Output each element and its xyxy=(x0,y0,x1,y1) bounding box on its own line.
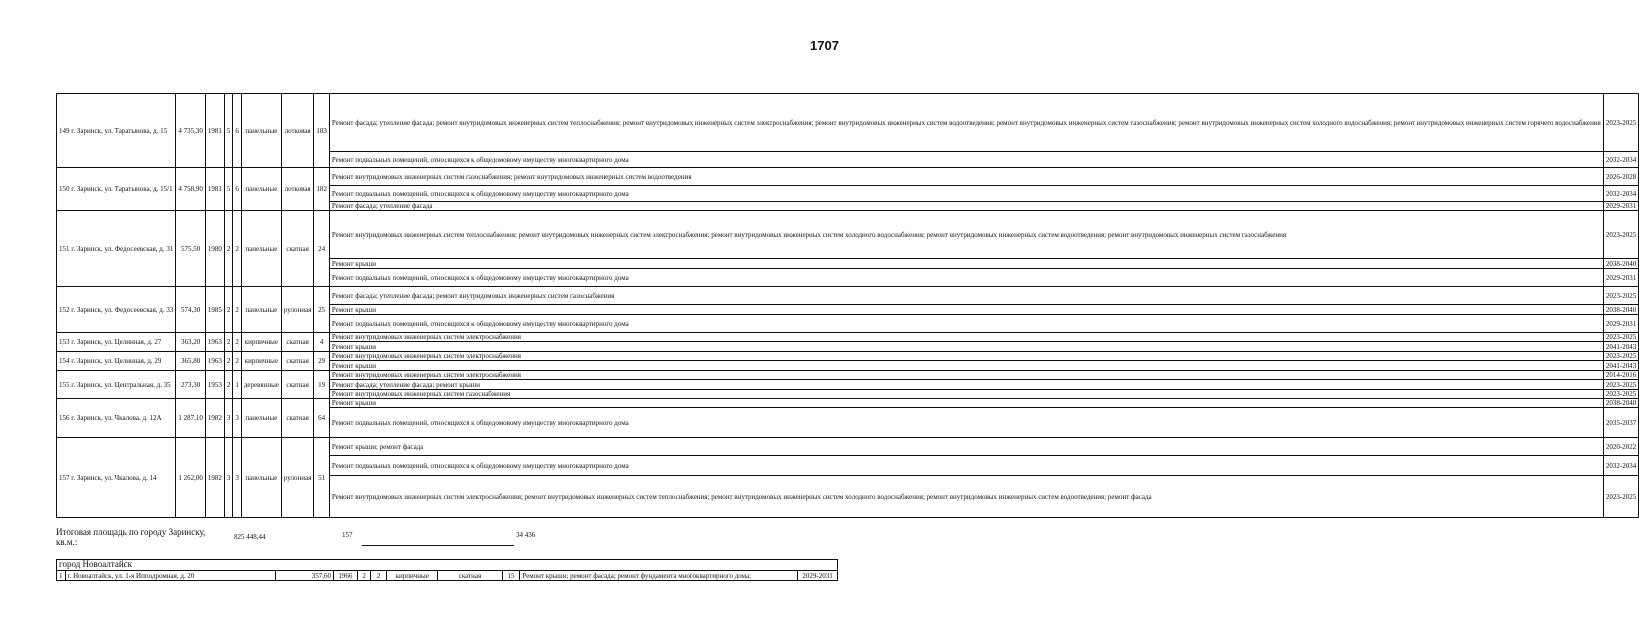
work-cell: Ремонт подвальных помещений, относящихся к общедомовому имуществу многоквартирного дома xyxy=(329,315,1603,333)
work-cell: Ремонт подвальных помещений, относящихся к общедомовому имуществу многоквартирного дома xyxy=(329,408,1603,438)
period-cell: 2014-2016 xyxy=(1603,371,1638,380)
work-cell: Ремонт внутридомовых инженерных систем электроснабжения; ремонт внутридомовых инженерных систем теплоснабжения; ремонт внутридомовых инженерных систем холодного водоснабжения; ремонт внутридомовых инженерных систем водоотведения; ремонт фасада xyxy=(329,476,1603,518)
walls-cell: кирпичные xyxy=(241,352,281,371)
period-cell: 2038-2040 xyxy=(1603,399,1638,408)
area-cell: 1 287,10 xyxy=(176,399,206,438)
work-cell: Ремонт фасада; утепление фасада; ремонт внутридомовых инженерных систем теплоснабжения; ремонт внутридомовых инженерных систем электроснабжения; ремонт внутридомовых инженерных систем водоотведения; ремонт внутридомовых инженерных систем газоснабжения; ремонт внутридомовых инженерных систем холодного водоснабжения; ремонт внутридомовых инженерных систем горячего водоснабжения xyxy=(329,94,1603,152)
floors-min-cell: 5 xyxy=(224,168,233,211)
floors-max-cell: 2 xyxy=(233,333,242,352)
table-row xyxy=(57,287,1639,305)
period-cell: 2029-2031 xyxy=(1603,269,1638,287)
floors-max-cell: 2 xyxy=(233,352,242,371)
area-cell: 357,60 xyxy=(275,571,333,581)
walls-cell: кирпичные xyxy=(387,571,438,581)
walls-cell: кирпичные xyxy=(241,333,281,352)
floors-max-cell: 6 xyxy=(233,94,242,168)
table-row xyxy=(57,571,838,581)
walls-cell: панельные xyxy=(241,287,281,333)
work-cell: Ремонт внутридомовых инженерных систем электроснабжения xyxy=(329,352,1603,361)
area-cell: 363,20 xyxy=(176,333,206,352)
row-number: 152 xyxy=(59,305,70,314)
work-cell: Ремонт крыши xyxy=(329,342,1603,352)
residents-cell: 51 xyxy=(314,438,330,518)
residents-cell: 183 xyxy=(314,94,330,168)
residents-cell: 64 xyxy=(314,399,330,438)
work-cell: Ремонт крыши xyxy=(329,399,1603,408)
roof-cell: скатная xyxy=(281,352,313,371)
roof-cell: лотковая xyxy=(281,168,313,211)
address-text: г. Заринск, ул. Чкалова, д. 12А xyxy=(71,414,162,422)
address-text: г. Заринск, ул. Таратынова, д. 15/1 xyxy=(71,185,173,193)
residents-cell: 19 xyxy=(314,371,330,399)
area-cell: 575,50 xyxy=(176,211,206,287)
work-cell: Ремонт подвальных помещений, относящихся к общедомовому имуществу многоквартирного дома xyxy=(329,456,1603,476)
address-cell xyxy=(57,333,176,352)
residents-cell: 29 xyxy=(314,352,330,371)
roof-cell: скатная xyxy=(281,333,313,352)
walls-cell: панельные xyxy=(241,168,281,211)
address-text: г. Заринск, ул. Таратынова, д. 15 xyxy=(71,126,168,135)
novoaltaysk-section xyxy=(56,559,838,581)
period-cell: 2041-2043 xyxy=(1603,342,1638,352)
work-cell: Ремонт подвальных помещений, относящихся к общедомовому имуществу многоквартирного дома xyxy=(329,152,1603,168)
floors-max-cell: 2 xyxy=(371,571,387,581)
address-cell xyxy=(57,399,176,438)
roof-cell: лотковая xyxy=(281,94,313,168)
period-cell: 2032-2034 xyxy=(1603,152,1638,168)
floors-min-cell: 2 xyxy=(224,287,233,333)
address-cell xyxy=(57,211,176,287)
walls-cell: панельные xyxy=(241,94,281,168)
work-cell: Ремонт внутридомовых инженерных систем газоснабжения; ремонт внутридомовых инженерных систем водоотведения xyxy=(329,168,1603,186)
row-number: 153 xyxy=(59,338,70,346)
period-cell: 2035-2037 xyxy=(1603,408,1638,438)
period-cell: 2038-2040 xyxy=(1603,259,1638,269)
page-number: 1707 xyxy=(810,38,839,53)
period-cell: 2020-2022 xyxy=(1603,438,1638,456)
floors-max-cell: 6 xyxy=(233,168,242,211)
work-cell: Ремонт фасада; утепление фасада; ремонт крыши xyxy=(329,380,1603,390)
work-cell: Ремонт крыши xyxy=(329,259,1603,269)
row-number: 156 xyxy=(59,414,70,422)
roof-cell: скатная xyxy=(281,371,313,399)
year-cell: 1982 xyxy=(205,438,224,518)
row-number: 154 xyxy=(59,357,70,365)
table-row xyxy=(57,352,1639,361)
period-cell: 2029-2031 xyxy=(798,571,838,581)
floors-min-cell: 2 xyxy=(224,333,233,352)
floors-max-cell: 3 xyxy=(233,438,242,518)
period-cell: 2023-2025 xyxy=(1603,287,1638,305)
area-cell: 273,30 xyxy=(176,371,206,399)
roof-cell: скатная xyxy=(281,399,313,438)
period-cell: 2029-2031 xyxy=(1603,315,1638,333)
work-cell: Ремонт внутридомовых инженерных систем теплоснабжения; ремонт внутридомовых инженерных систем электроснабжения; ремонт внутридомовых инженерных систем холодного водоснабжения; ремонт внутридомовых инженерных систем водоотведения; ремонт внутридомовых инженерных систем газоснабжения xyxy=(329,211,1603,259)
walls-cell: деревянные xyxy=(241,371,281,399)
floors-max-cell: 1 xyxy=(233,371,242,399)
row-number: 151 xyxy=(59,244,70,253)
period-cell: 2023-2025 xyxy=(1603,380,1638,390)
work-cell: Ремонт внутридомовых инженерных систем газоснабжения xyxy=(329,390,1603,399)
work-cell: Ремонт подвальных помещений, относящихся к общедомовому имуществу многоквартирного дома xyxy=(329,186,1603,202)
row-number: 149 xyxy=(59,126,70,135)
roof-cell: рулонная xyxy=(281,287,313,333)
table-row xyxy=(57,438,1639,456)
address-cell xyxy=(57,94,176,168)
period-cell: 2023-2025 xyxy=(1603,390,1638,399)
row-number: 1 xyxy=(57,571,66,581)
residents-cell: 24 xyxy=(314,211,330,287)
table-row xyxy=(57,168,1639,186)
year-cell: 1963 xyxy=(205,352,224,371)
floors-min-cell: 3 xyxy=(224,399,233,438)
floors-max-cell: 2 xyxy=(233,211,242,287)
floors-max-cell: 2 xyxy=(233,287,242,333)
year-cell: 1981 xyxy=(205,94,224,168)
row-number: 150 xyxy=(59,185,70,193)
totals-area: 825 448,44 xyxy=(234,533,266,541)
row-number: 155 xyxy=(59,380,70,389)
period-cell: 2023-2025 xyxy=(1603,476,1638,518)
residents-cell: 4 xyxy=(314,333,330,352)
period-cell: 2029-2031 xyxy=(1603,202,1638,211)
work-cell: Ремонт подвальных помещений, относящихся к общедомовому имуществу многоквартирного дома xyxy=(329,269,1603,287)
address-cell xyxy=(57,438,176,518)
totals-row xyxy=(56,527,876,549)
period-cell: 2023-2025 xyxy=(1603,352,1638,361)
work-cell: Ремонт внутридомовых инженерных систем электроснабжения xyxy=(329,333,1603,342)
period-cell: 2023-2025 xyxy=(1603,211,1638,259)
year-cell: 1980 xyxy=(205,211,224,287)
table-row xyxy=(57,371,1639,380)
period-cell: 2026-2028 xyxy=(1603,168,1638,186)
table-row xyxy=(57,94,1639,152)
totals-underline xyxy=(362,545,514,546)
novoaltaysk-table xyxy=(56,570,838,581)
work-cell: Ремонт крыши; ремонт фасада; ремонт фундамента многоквартирного дома; xyxy=(520,571,798,581)
floors-min-cell: 2 xyxy=(224,211,233,287)
table-row xyxy=(57,211,1639,259)
address-text: г. Заринск, ул. Федосеевская, д. 33 xyxy=(71,305,174,314)
roof-cell: рулонная xyxy=(281,438,313,518)
floors-min-cell: 2 xyxy=(224,352,233,371)
totals-count: 157 xyxy=(342,531,353,539)
address-text: г. Заринск, ул. Федосеевская, д. 31 xyxy=(71,244,174,253)
address-text: г. Заринск, ул. Чкалова, д. 14 xyxy=(71,473,157,482)
floors-min-cell: 2 xyxy=(357,571,371,581)
year-cell: 1982 xyxy=(205,399,224,438)
address-cell xyxy=(57,168,176,211)
year-cell: 1966 xyxy=(333,571,357,581)
walls-cell: панельные xyxy=(241,399,281,438)
city-heading: город Новоалтайск xyxy=(56,559,838,570)
work-cell: Ремонт крыши; ремонт фасада xyxy=(329,438,1603,456)
work-cell: Ремонт фасада; утепление фасада xyxy=(329,202,1603,211)
row-number: 157 xyxy=(59,473,70,482)
roof-cell: скатная xyxy=(438,571,502,581)
work-cell: Ремонт крыши xyxy=(329,305,1603,315)
period-cell: 2041-2043 xyxy=(1603,361,1638,371)
capital-repair-table xyxy=(56,93,1639,518)
address-text: г. Заринск, ул. Центральная, д. 35 xyxy=(71,380,171,389)
area-cell: 1 262,00 xyxy=(176,438,206,518)
address-cell xyxy=(57,371,176,399)
floors-max-cell: 3 xyxy=(233,399,242,438)
area-cell: 365,80 xyxy=(176,352,206,371)
work-cell: Ремонт крыши xyxy=(329,361,1603,371)
year-cell: 1981 xyxy=(205,168,224,211)
address-text: г. Заринск, ул. Целинная, д. 29 xyxy=(71,357,162,365)
floors-min-cell: 5 xyxy=(224,94,233,168)
area-cell: 4 758,90 xyxy=(176,168,206,211)
roof-cell: скатная xyxy=(281,211,313,287)
residents-cell: 25 xyxy=(314,287,330,333)
totals-residents: 34 436 xyxy=(516,531,536,539)
residents-cell: 182 xyxy=(314,168,330,211)
year-cell: 1953 xyxy=(205,371,224,399)
work-cell: Ремонт внутридомовых инженерных систем электроснабжения xyxy=(329,371,1603,380)
address-cell xyxy=(57,287,176,333)
period-cell: 2032-2034 xyxy=(1603,456,1638,476)
year-cell: 1963 xyxy=(205,333,224,352)
walls-cell: панельные xyxy=(241,438,281,518)
totals-label: Итоговая площадь по городу Заринску, кв.м.: xyxy=(56,527,206,547)
walls-cell: панельные xyxy=(241,211,281,287)
residents-cell: 15 xyxy=(502,571,520,581)
address-cell xyxy=(57,352,176,371)
table-row xyxy=(57,333,1639,342)
period-cell: 2023-2025 xyxy=(1603,94,1638,152)
year-cell: 1985 xyxy=(205,287,224,333)
address-cell: г. Новоалтайск, ул. 1-я Ипподромная, д. 20 xyxy=(65,571,275,581)
address-text: г. Заринск, ул. Целинная, д. 27 xyxy=(71,338,162,346)
floors-min-cell: 2 xyxy=(224,371,233,399)
area-cell: 4 735,30 xyxy=(176,94,206,168)
work-cell: Ремонт фасада; утепление фасада; ремонт внутридомовых инженерных систем газоснабжения xyxy=(329,287,1603,305)
area-cell: 574,30 xyxy=(176,287,206,333)
floors-min-cell: 3 xyxy=(224,438,233,518)
period-cell: 2032-2034 xyxy=(1603,186,1638,202)
table-row xyxy=(57,399,1639,408)
period-cell: 2038-2040 xyxy=(1603,305,1638,315)
period-cell: 2023-2025 xyxy=(1603,333,1638,342)
